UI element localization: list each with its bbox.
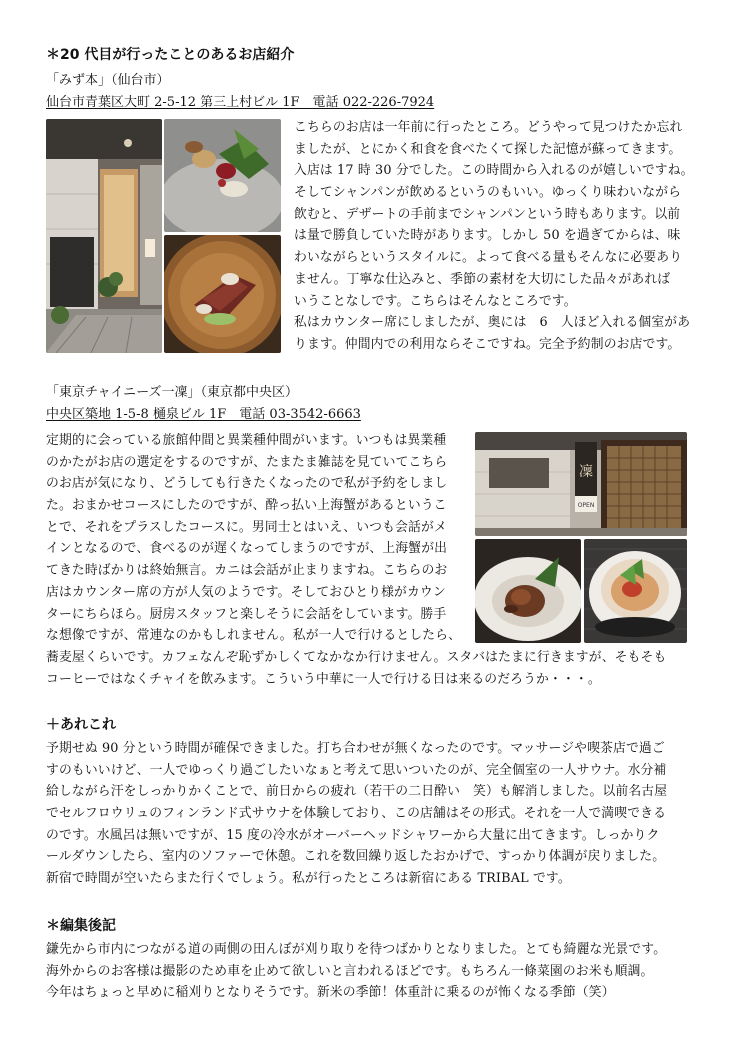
text-line: コーヒーではなくチャイを飲みます。こういう中華に一人で行ける日は来るのだろうか・・・。 <box>46 671 601 687</box>
shop1-name: 「みず本」（仙台市） <box>46 73 170 88</box>
shop1-address: 仙台市青葉区大町 2-5-12 第三上村ビル 1F 電話 022-226-7924 <box>46 95 435 110</box>
text-line: は量で勝負していた時があります。しかし 50 を過ぎてからは、味 <box>294 228 681 244</box>
shop1-entrance-photo <box>46 119 162 353</box>
section-heading-shops: ＊20 代目が行ったことのあるお店紹介 <box>46 47 295 63</box>
text-line: インとなるので、食べるのが遅くなってしまうのですが、上海蟹が出 <box>46 541 448 557</box>
text-line: 店はカウンター席の方が人気のようです。そしておひとり様がカウン <box>46 584 446 600</box>
open-sign-text: OPEN <box>577 502 595 509</box>
text-line: ールダウンしたら、室内のソファーで休憩。これを数回繰り返したおかげで、すっかり体調が戻りました。 <box>46 849 666 865</box>
text-line: 給しながら汗をしっかりかくことで、前日からの疲れ（若干の二日酔い 笑）も解消しました。以前名古屋 <box>46 784 668 800</box>
shop2-address: 中央区築地 1-5-8 樋泉ビル 1F 電話 03-3542-6663 <box>46 407 361 422</box>
text-line: 飲むと、デザートの手前までシャンパンという時もあります。以前 <box>294 206 681 222</box>
text-line: 予期せぬ 90 分という時間が確保できました。打ち合わせが無くなったのです。マッサージや喫茶店で過ご <box>46 741 665 756</box>
text-line: のかたがお店の選定をするのですが、たまたま雑誌を見ていてこちら <box>46 454 448 470</box>
shop1-dish-photo-2 <box>164 235 281 353</box>
section-heading-misc: ＋あれこれ <box>46 717 116 733</box>
text-line: とで、それをプラスしたコースに。男同士とはいえ、いつも会話がメ <box>46 519 447 535</box>
text-line: 鎌先から市内につながる道の両側の田んぼが刈り取りを待つばかりとなりました。とても綺麗な光景です。 <box>46 942 667 957</box>
text-line: 私はカウンター席にしましたが、奥には 6 人ほど入れる個室があ <box>294 315 691 331</box>
shop2-name: 「東京チャイニーズ一凜」（東京都中央区） <box>46 385 298 400</box>
text-line: わいながらというスタイルに。よって食べる量もそんなに必要あり <box>294 250 683 266</box>
text-line: すのもいいけど、一人でゆっくり過ごしたいなぁと考えて思いついたのが、完全個室の一人サウナ。水分補 <box>46 762 667 778</box>
text-line: ましたが、とにかく和食を食べたくて探した記憶が蘇ってきます。 <box>294 141 682 157</box>
postscript-description <box>46 939 666 1004</box>
text-line: ります。仲間内での利用ならそこですね。完全予約制のお店です。 <box>294 336 681 352</box>
shop1-dish-photo-1 <box>164 119 281 232</box>
text-line: 新宿で時間が空いたらまた行くでしょう。私が行ったところは新宿にある TRIBAL です。 <box>46 871 571 887</box>
text-line: ません。丁寧な仕込みと、季節の素材を大切にした品々があれば <box>294 271 671 287</box>
text-line: な想像ですが、常連なのかもしれません。私が一人で行けるとしたら、 <box>46 628 462 644</box>
text-line: いうことなしです。こちらはそんなところです。 <box>294 293 577 309</box>
section-heading-postscript: ＊編集後記 <box>46 918 116 934</box>
text-line: 入店は 17 時 30 分でした。この時間から入れるのが嬉しいですね。 <box>294 163 694 179</box>
text-line: のお店が気になり、どうしても行きたくなったので私が予約をしまし <box>46 476 448 492</box>
text-line: ターにちらほら。厨房スタッフと楽しそうに会話をしています。勝手 <box>46 606 447 622</box>
text-line: でセルフロウリュのフィンランド式サウナを体験しており、この店舗はその形式。それを一人で満喫できる <box>46 806 667 822</box>
text-line: こちらのお店は一年前に行ったところ。どうやって見つけたか忘れ <box>294 120 683 135</box>
text-line: 海外からのお客様は撮影のため車を止めて欲しいと言われるほどです。もちろん一條菜園のお米も順調。 <box>46 963 654 979</box>
text-line: 今年はちょっと早めに稲刈りとなりそうです。新米の季節！体重計に乗るのが怖くなる季節（笑） <box>46 985 615 1001</box>
text-line: てきた時ばかりは終始無言。カニは会話が止まりますね。こちらのお <box>46 563 448 579</box>
shop-sign-text: 凜 <box>579 464 593 480</box>
text-line: のです。水風呂は無いですが、15 度の冷水がオーバーヘッドシャワーから大量に出てきます。しっかりク <box>46 827 660 843</box>
text-line: 蕎麦屋くらいです。カフェなんぞ恥ずかしくてなかなか行けません。スタバはたまに行きますが、そもそも <box>46 649 667 665</box>
text-line: そしてシャンパンが飲めるというのもいい。ゆっくり味わいながら <box>294 185 682 201</box>
text-line: た。おまかせコースにしたのですが、酔っ払い上海蟹があるというこ <box>46 498 447 514</box>
text-line: 定期的に会っている旅館仲間と異業種仲間がいます。いつもは異業種 <box>46 433 447 448</box>
shop2-description <box>46 430 666 690</box>
misc-description <box>46 738 667 890</box>
shop1-description <box>294 117 694 356</box>
